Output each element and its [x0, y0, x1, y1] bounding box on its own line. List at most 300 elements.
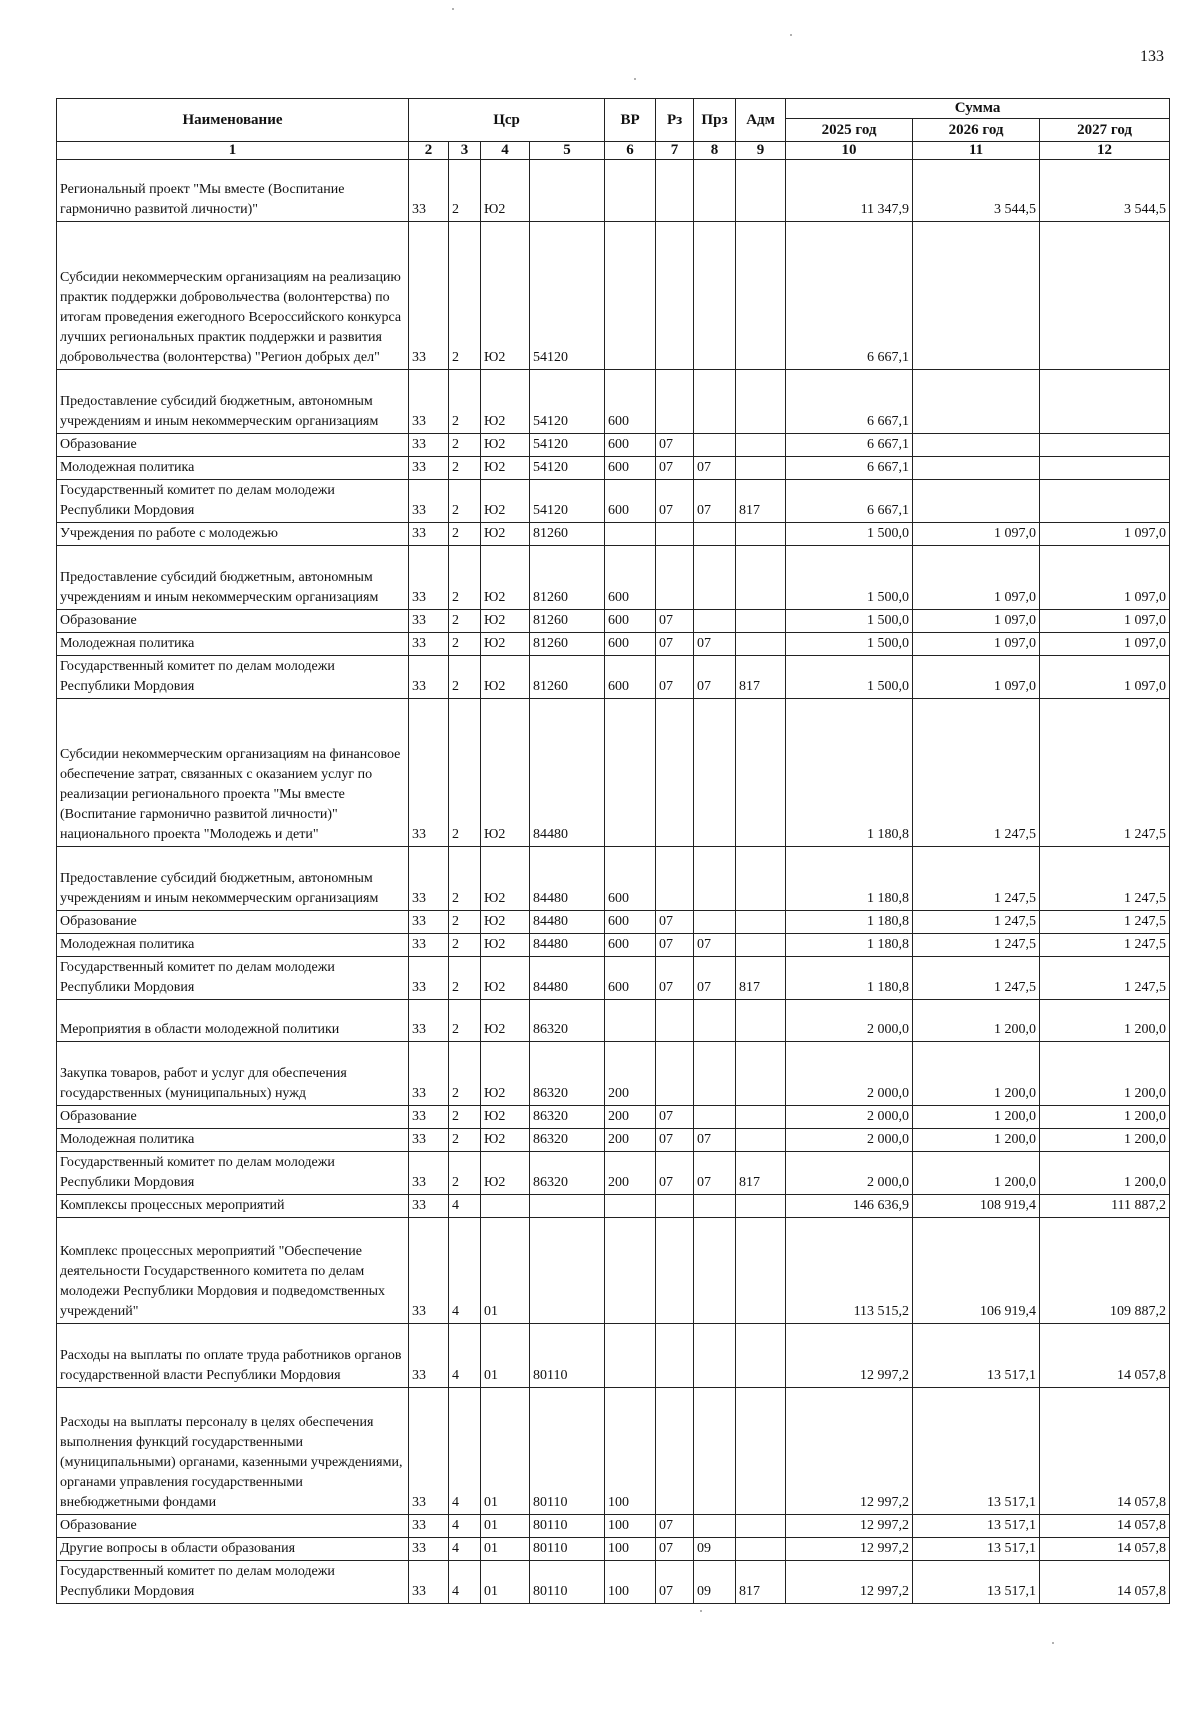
column-number: 6: [605, 142, 656, 160]
cell-csr-direction: [530, 1218, 605, 1324]
cell-csr-type: 2: [449, 911, 481, 934]
row-name: Другие вопросы в области образования: [57, 1538, 409, 1561]
cell-adm: 817: [736, 480, 786, 523]
cell-adm: 817: [736, 957, 786, 1000]
row-name: Молодежная политика: [57, 457, 409, 480]
cell-csr-type: 4: [449, 1561, 481, 1604]
cell-csr-type: 2: [449, 370, 481, 434]
cell-rz: 07: [656, 633, 694, 656]
header-name: Наименование: [57, 99, 409, 142]
row-name: Закупка товаров, работ и услуг для обеспечения государственных (муниципальных) нужд: [57, 1042, 409, 1106]
cell-prz: 07: [694, 480, 736, 523]
cell-csr-program: 33: [409, 656, 449, 699]
cell-csr-project: Ю2: [481, 434, 530, 457]
cell-amount-2026: 106 919,4: [913, 1218, 1040, 1324]
cell-prz: [694, 1000, 736, 1042]
cell-csr-project: Ю2: [481, 911, 530, 934]
cell-adm: [736, 434, 786, 457]
table-row: [57, 911, 1170, 934]
table-row: [57, 1538, 1170, 1561]
cell-csr-direction: 86320: [530, 1152, 605, 1195]
cell-vr: 100: [605, 1515, 656, 1538]
cell-amount-2026: 1 097,0: [913, 610, 1040, 633]
cell-adm: [736, 1106, 786, 1129]
cell-adm: [736, 546, 786, 610]
cell-csr-program: 33: [409, 699, 449, 847]
cell-csr-project: 01: [481, 1515, 530, 1538]
table-row: [57, 1106, 1170, 1129]
table-row: [57, 847, 1170, 911]
cell-rz: 07: [656, 610, 694, 633]
cell-csr-type: 2: [449, 610, 481, 633]
column-number: 11: [913, 142, 1040, 160]
cell-adm: [736, 1388, 786, 1515]
cell-csr-type: 2: [449, 546, 481, 610]
cell-csr-project: 01: [481, 1324, 530, 1388]
cell-adm: [736, 160, 786, 222]
cell-csr-program: 33: [409, 1561, 449, 1604]
row-name: Субсидии некоммерческим организациям на реализацию практик поддержки добровольчества (волонтерства) по итогам проведения ежегодного Всероссийского конкурса лучших региональных практик поддержки и развития добровольчества (волонтерства) "Регион добрых дел": [57, 222, 409, 370]
table-row: [57, 1324, 1170, 1388]
table-row: [57, 1195, 1170, 1218]
cell-amount-2027: 14 057,8: [1040, 1388, 1170, 1515]
row-name: Образование: [57, 610, 409, 633]
column-number: 5: [530, 142, 605, 160]
cell-rz: 07: [656, 1129, 694, 1152]
cell-adm: [736, 610, 786, 633]
cell-rz: [656, 370, 694, 434]
cell-vr: 200: [605, 1152, 656, 1195]
page-number: 133: [1140, 48, 1164, 65]
cell-csr-type: 2: [449, 160, 481, 222]
table-row: [57, 1218, 1170, 1324]
cell-amount-2026: 1 247,5: [913, 957, 1040, 1000]
cell-csr-direction: [530, 160, 605, 222]
cell-adm: [736, 523, 786, 546]
cell-amount-2025: 6 667,1: [786, 434, 913, 457]
cell-amount-2026: 1 097,0: [913, 633, 1040, 656]
cell-vr: 600: [605, 656, 656, 699]
row-name: Учреждения по работе с молодежью: [57, 523, 409, 546]
cell-prz: [694, 699, 736, 847]
cell-csr-program: 33: [409, 1324, 449, 1388]
column-number: 2: [409, 142, 449, 160]
cell-vr: 200: [605, 1106, 656, 1129]
table-row: [57, 633, 1170, 656]
cell-amount-2026: 1 097,0: [913, 523, 1040, 546]
table-row: [57, 370, 1170, 434]
cell-amount-2025: 1 180,8: [786, 911, 913, 934]
cell-csr-project: Ю2: [481, 160, 530, 222]
cell-csr-project: Ю2: [481, 699, 530, 847]
cell-prz: [694, 1042, 736, 1106]
cell-csr-type: 2: [449, 1152, 481, 1195]
cell-adm: [736, 457, 786, 480]
cell-vr: [605, 160, 656, 222]
cell-rz: 07: [656, 934, 694, 957]
cell-rz: 07: [656, 1538, 694, 1561]
cell-csr-project: Ю2: [481, 1000, 530, 1042]
cell-prz: 07: [694, 934, 736, 957]
table-row: [57, 1388, 1170, 1515]
table-row: [57, 656, 1170, 699]
cell-csr-project: Ю2: [481, 523, 530, 546]
cell-rz: [656, 847, 694, 911]
cell-amount-2025: 6 667,1: [786, 222, 913, 370]
cell-csr-type: 2: [449, 1000, 481, 1042]
cell-rz: 07: [656, 480, 694, 523]
table-row: [57, 1561, 1170, 1604]
cell-adm: [736, 1000, 786, 1042]
table-row: [57, 1129, 1170, 1152]
cell-csr-project: Ю2: [481, 1042, 530, 1106]
cell-csr-direction: 86320: [530, 1000, 605, 1042]
cell-amount-2026: 1 247,5: [913, 911, 1040, 934]
cell-adm: [736, 1042, 786, 1106]
cell-prz: [694, 1195, 736, 1218]
cell-amount-2027: 14 057,8: [1040, 1538, 1170, 1561]
cell-csr-program: 33: [409, 934, 449, 957]
cell-adm: [736, 699, 786, 847]
cell-vr: 600: [605, 480, 656, 523]
cell-rz: [656, 523, 694, 546]
cell-amount-2025: 113 515,2: [786, 1218, 913, 1324]
cell-vr: [605, 1218, 656, 1324]
cell-prz: [694, 1106, 736, 1129]
cell-adm: [736, 1129, 786, 1152]
cell-csr-type: 2: [449, 656, 481, 699]
cell-csr-program: 33: [409, 1388, 449, 1515]
row-name: Образование: [57, 911, 409, 934]
row-name: Предоставление субсидий бюджетным, автономным учреждениям и иным некоммерческим организациям: [57, 847, 409, 911]
cell-vr: 600: [605, 847, 656, 911]
cell-vr: 100: [605, 1561, 656, 1604]
cell-vr: 600: [605, 911, 656, 934]
cell-amount-2027: 1 247,5: [1040, 934, 1170, 957]
cell-amount-2027: 1 247,5: [1040, 957, 1170, 1000]
cell-amount-2025: 1 500,0: [786, 656, 913, 699]
cell-csr-direction: 54120: [530, 222, 605, 370]
cell-csr-project: Ю2: [481, 1152, 530, 1195]
cell-csr-program: 33: [409, 957, 449, 1000]
row-name: Предоставление субсидий бюджетным, автономным учреждениям и иным некоммерческим организациям: [57, 370, 409, 434]
cell-csr-type: 2: [449, 523, 481, 546]
cell-csr-program: 33: [409, 480, 449, 523]
cell-amount-2026: 1 200,0: [913, 1152, 1040, 1195]
cell-prz: [694, 1388, 736, 1515]
cell-csr-project: 01: [481, 1218, 530, 1324]
cell-amount-2026: 13 517,1: [913, 1515, 1040, 1538]
cell-vr: 600: [605, 633, 656, 656]
cell-csr-direction: 84480: [530, 957, 605, 1000]
cell-csr-type: 2: [449, 480, 481, 523]
table-row: [57, 222, 1170, 370]
cell-amount-2026: 1 097,0: [913, 546, 1040, 610]
cell-rz: 07: [656, 1106, 694, 1129]
cell-prz: [694, 610, 736, 633]
cell-csr-program: 33: [409, 222, 449, 370]
cell-vr: [605, 523, 656, 546]
cell-adm: [736, 1324, 786, 1388]
cell-rz: [656, 1042, 694, 1106]
cell-amount-2026: 1 097,0: [913, 656, 1040, 699]
row-name: Образование: [57, 434, 409, 457]
cell-amount-2025: 6 667,1: [786, 480, 913, 523]
cell-csr-direction: [530, 1195, 605, 1218]
row-name: Расходы на выплаты персоналу в целях обеспечения выполнения функций государственными (муниципальными) органами, казенными учреждениями, органами управления государственными внебюджетными фондами: [57, 1388, 409, 1515]
table-row: [57, 523, 1170, 546]
cell-amount-2025: 1 180,8: [786, 847, 913, 911]
row-name: Субсидии некоммерческим организациям на финансовое обеспечение затрат, связанных с оказанием услуг по реализации регионального проекта "Мы вместе (Воспитание гармонично развитой личности)" национального проекта "Молодежь и дети": [57, 699, 409, 847]
cell-prz: 09: [694, 1561, 736, 1604]
row-name: Государственный комитет по делам молодежи Республики Мордовия: [57, 480, 409, 523]
cell-csr-project: Ю2: [481, 546, 530, 610]
cell-amount-2025: 12 997,2: [786, 1561, 913, 1604]
cell-csr-direction: 80110: [530, 1515, 605, 1538]
header-csr: Цср: [409, 99, 605, 142]
cell-prz: [694, 370, 736, 434]
column-number: 10: [786, 142, 913, 160]
cell-vr: [605, 1000, 656, 1042]
cell-csr-project: Ю2: [481, 222, 530, 370]
column-number: 8: [694, 142, 736, 160]
row-name: Образование: [57, 1515, 409, 1538]
cell-csr-project: 01: [481, 1561, 530, 1604]
cell-prz: 09: [694, 1538, 736, 1561]
cell-csr-type: 4: [449, 1218, 481, 1324]
cell-prz: [694, 1324, 736, 1388]
cell-csr-direction: 80110: [530, 1538, 605, 1561]
table-row: [57, 1042, 1170, 1106]
cell-adm: 817: [736, 1561, 786, 1604]
cell-adm: [736, 633, 786, 656]
cell-csr-project: Ю2: [481, 1129, 530, 1152]
cell-vr: 600: [605, 546, 656, 610]
column-number-row: [57, 142, 1170, 160]
table-row: [57, 699, 1170, 847]
cell-csr-project: Ю2: [481, 457, 530, 480]
budget-table: [56, 98, 1170, 1604]
cell-csr-type: 4: [449, 1324, 481, 1388]
cell-amount-2027: [1040, 434, 1170, 457]
cell-amount-2026: 1 247,5: [913, 699, 1040, 847]
cell-amount-2026: 13 517,1: [913, 1324, 1040, 1388]
cell-csr-direction: 80110: [530, 1561, 605, 1604]
cell-rz: [656, 160, 694, 222]
cell-csr-project: Ю2: [481, 480, 530, 523]
cell-csr-type: 2: [449, 434, 481, 457]
column-number: 4: [481, 142, 530, 160]
cell-amount-2027: 14 057,8: [1040, 1561, 1170, 1604]
cell-csr-direction: 84480: [530, 934, 605, 957]
cell-amount-2027: 1 200,0: [1040, 1042, 1170, 1106]
cell-vr: [605, 1195, 656, 1218]
cell-amount-2026: 13 517,1: [913, 1388, 1040, 1515]
cell-vr: 200: [605, 1129, 656, 1152]
cell-csr-direction: 81260: [530, 610, 605, 633]
row-name: Предоставление субсидий бюджетным, автономным учреждениям и иным некоммерческим организациям: [57, 546, 409, 610]
row-name: Молодежная политика: [57, 934, 409, 957]
cell-amount-2027: 1 247,5: [1040, 699, 1170, 847]
table-row: [57, 1000, 1170, 1042]
cell-amount-2026: 1 247,5: [913, 847, 1040, 911]
cell-amount-2027: [1040, 457, 1170, 480]
cell-rz: [656, 222, 694, 370]
cell-amount-2025: 2 000,0: [786, 1129, 913, 1152]
cell-amount-2025: 1 500,0: [786, 633, 913, 656]
cell-adm: [736, 1538, 786, 1561]
cell-csr-project: Ю2: [481, 847, 530, 911]
table-row: [57, 480, 1170, 523]
table-row: [57, 934, 1170, 957]
cell-vr: 200: [605, 1042, 656, 1106]
header-prz: Прз: [694, 99, 736, 142]
header-year-2027: 2027 год: [1040, 119, 1170, 142]
cell-csr-direction: 81260: [530, 546, 605, 610]
cell-csr-program: 33: [409, 1515, 449, 1538]
cell-csr-program: 33: [409, 434, 449, 457]
cell-amount-2026: 3 544,5: [913, 160, 1040, 222]
cell-csr-direction: 80110: [530, 1324, 605, 1388]
cell-rz: 07: [656, 1561, 694, 1604]
cell-csr-direction: 54120: [530, 434, 605, 457]
header-vr: ВР: [605, 99, 656, 142]
cell-prz: 07: [694, 656, 736, 699]
cell-amount-2027: 14 057,8: [1040, 1324, 1170, 1388]
cell-amount-2026: [913, 457, 1040, 480]
row-name: Региональный проект "Мы вместе (Воспитание гармонично развитой личности)": [57, 160, 409, 222]
table-row: [57, 160, 1170, 222]
cell-csr-direction: 84480: [530, 911, 605, 934]
cell-adm: 817: [736, 656, 786, 699]
row-name: Государственный комитет по делам молодежи Республики Мордовия: [57, 1561, 409, 1604]
column-number: 9: [736, 142, 786, 160]
table-row: [57, 457, 1170, 480]
cell-csr-program: 33: [409, 1042, 449, 1106]
cell-amount-2027: 1 097,0: [1040, 610, 1170, 633]
cell-csr-project: Ю2: [481, 1106, 530, 1129]
cell-csr-project: [481, 1195, 530, 1218]
cell-csr-project: Ю2: [481, 610, 530, 633]
cell-adm: [736, 934, 786, 957]
cell-csr-direction: 54120: [530, 457, 605, 480]
cell-amount-2027: 1 200,0: [1040, 1129, 1170, 1152]
cell-amount-2026: 1 247,5: [913, 934, 1040, 957]
cell-vr: [605, 222, 656, 370]
cell-csr-direction: 84480: [530, 847, 605, 911]
cell-csr-program: 33: [409, 1000, 449, 1042]
cell-prz: 07: [694, 633, 736, 656]
cell-rz: 07: [656, 434, 694, 457]
cell-prz: [694, 847, 736, 911]
cell-amount-2027: [1040, 222, 1170, 370]
cell-vr: 600: [605, 610, 656, 633]
cell-csr-type: 2: [449, 1129, 481, 1152]
cell-prz: [694, 523, 736, 546]
row-name: Комплекс процессных мероприятий "Обеспечение деятельности Государственного комитета по делам молодежи Республики Мордовия и подведомственных учреждений": [57, 1218, 409, 1324]
header-adm: Адм: [736, 99, 786, 142]
cell-adm: [736, 1515, 786, 1538]
cell-amount-2025: 6 667,1: [786, 457, 913, 480]
cell-amount-2025: 2 000,0: [786, 1042, 913, 1106]
cell-csr-type: 4: [449, 1515, 481, 1538]
table-row: [57, 610, 1170, 633]
cell-csr-type: 2: [449, 457, 481, 480]
cell-prz: [694, 160, 736, 222]
cell-rz: [656, 1195, 694, 1218]
cell-adm: [736, 1218, 786, 1324]
cell-csr-program: 33: [409, 610, 449, 633]
cell-csr-project: 01: [481, 1388, 530, 1515]
cell-amount-2026: 13 517,1: [913, 1538, 1040, 1561]
cell-vr: 100: [605, 1538, 656, 1561]
cell-amount-2026: 108 919,4: [913, 1195, 1040, 1218]
cell-amount-2027: [1040, 370, 1170, 434]
cell-amount-2025: 1 500,0: [786, 523, 913, 546]
cell-rz: [656, 1388, 694, 1515]
cell-csr-direction: 84480: [530, 699, 605, 847]
cell-amount-2025: 2 000,0: [786, 1152, 913, 1195]
cell-csr-program: 33: [409, 1129, 449, 1152]
cell-amount-2025: 1 180,8: [786, 699, 913, 847]
cell-amount-2025: 2 000,0: [786, 1106, 913, 1129]
cell-csr-direction: 54120: [530, 480, 605, 523]
cell-csr-project: Ю2: [481, 370, 530, 434]
column-number: 1: [57, 142, 409, 160]
header-sum: Сумма: [786, 99, 1170, 119]
row-name: Молодежная политика: [57, 1129, 409, 1152]
cell-csr-type: 2: [449, 847, 481, 911]
cell-csr-direction: 80110: [530, 1388, 605, 1515]
cell-csr-type: 2: [449, 222, 481, 370]
cell-prz: [694, 222, 736, 370]
cell-amount-2027: 111 887,2: [1040, 1195, 1170, 1218]
cell-csr-direction: 81260: [530, 523, 605, 546]
cell-csr-direction: 54120: [530, 370, 605, 434]
cell-amount-2027: 1 097,0: [1040, 523, 1170, 546]
cell-csr-type: 4: [449, 1538, 481, 1561]
cell-csr-program: 33: [409, 633, 449, 656]
cell-rz: 07: [656, 1152, 694, 1195]
row-name: Молодежная политика: [57, 633, 409, 656]
cell-adm: [736, 1195, 786, 1218]
cell-prz: 07: [694, 1129, 736, 1152]
cell-rz: [656, 1324, 694, 1388]
cell-amount-2027: 3 544,5: [1040, 160, 1170, 222]
cell-csr-direction: 86320: [530, 1129, 605, 1152]
table-row: [57, 1152, 1170, 1195]
cell-rz: [656, 699, 694, 847]
cell-amount-2027: 1 200,0: [1040, 1152, 1170, 1195]
cell-amount-2027: 1 097,0: [1040, 633, 1170, 656]
cell-csr-type: 2: [449, 1106, 481, 1129]
cell-rz: [656, 546, 694, 610]
cell-csr-type: 2: [449, 1042, 481, 1106]
cell-amount-2027: 1 200,0: [1040, 1000, 1170, 1042]
cell-csr-type: 2: [449, 633, 481, 656]
cell-csr-program: 33: [409, 160, 449, 222]
cell-adm: [736, 911, 786, 934]
cell-csr-type: 2: [449, 934, 481, 957]
cell-amount-2025: 1 180,8: [786, 934, 913, 957]
cell-vr: 600: [605, 957, 656, 1000]
cell-rz: 07: [656, 957, 694, 1000]
cell-csr-direction: 86320: [530, 1106, 605, 1129]
cell-csr-program: 33: [409, 847, 449, 911]
row-name: Государственный комитет по делам молодежи Республики Мордовия: [57, 1152, 409, 1195]
cell-amount-2026: 1 200,0: [913, 1000, 1040, 1042]
cell-rz: 07: [656, 656, 694, 699]
